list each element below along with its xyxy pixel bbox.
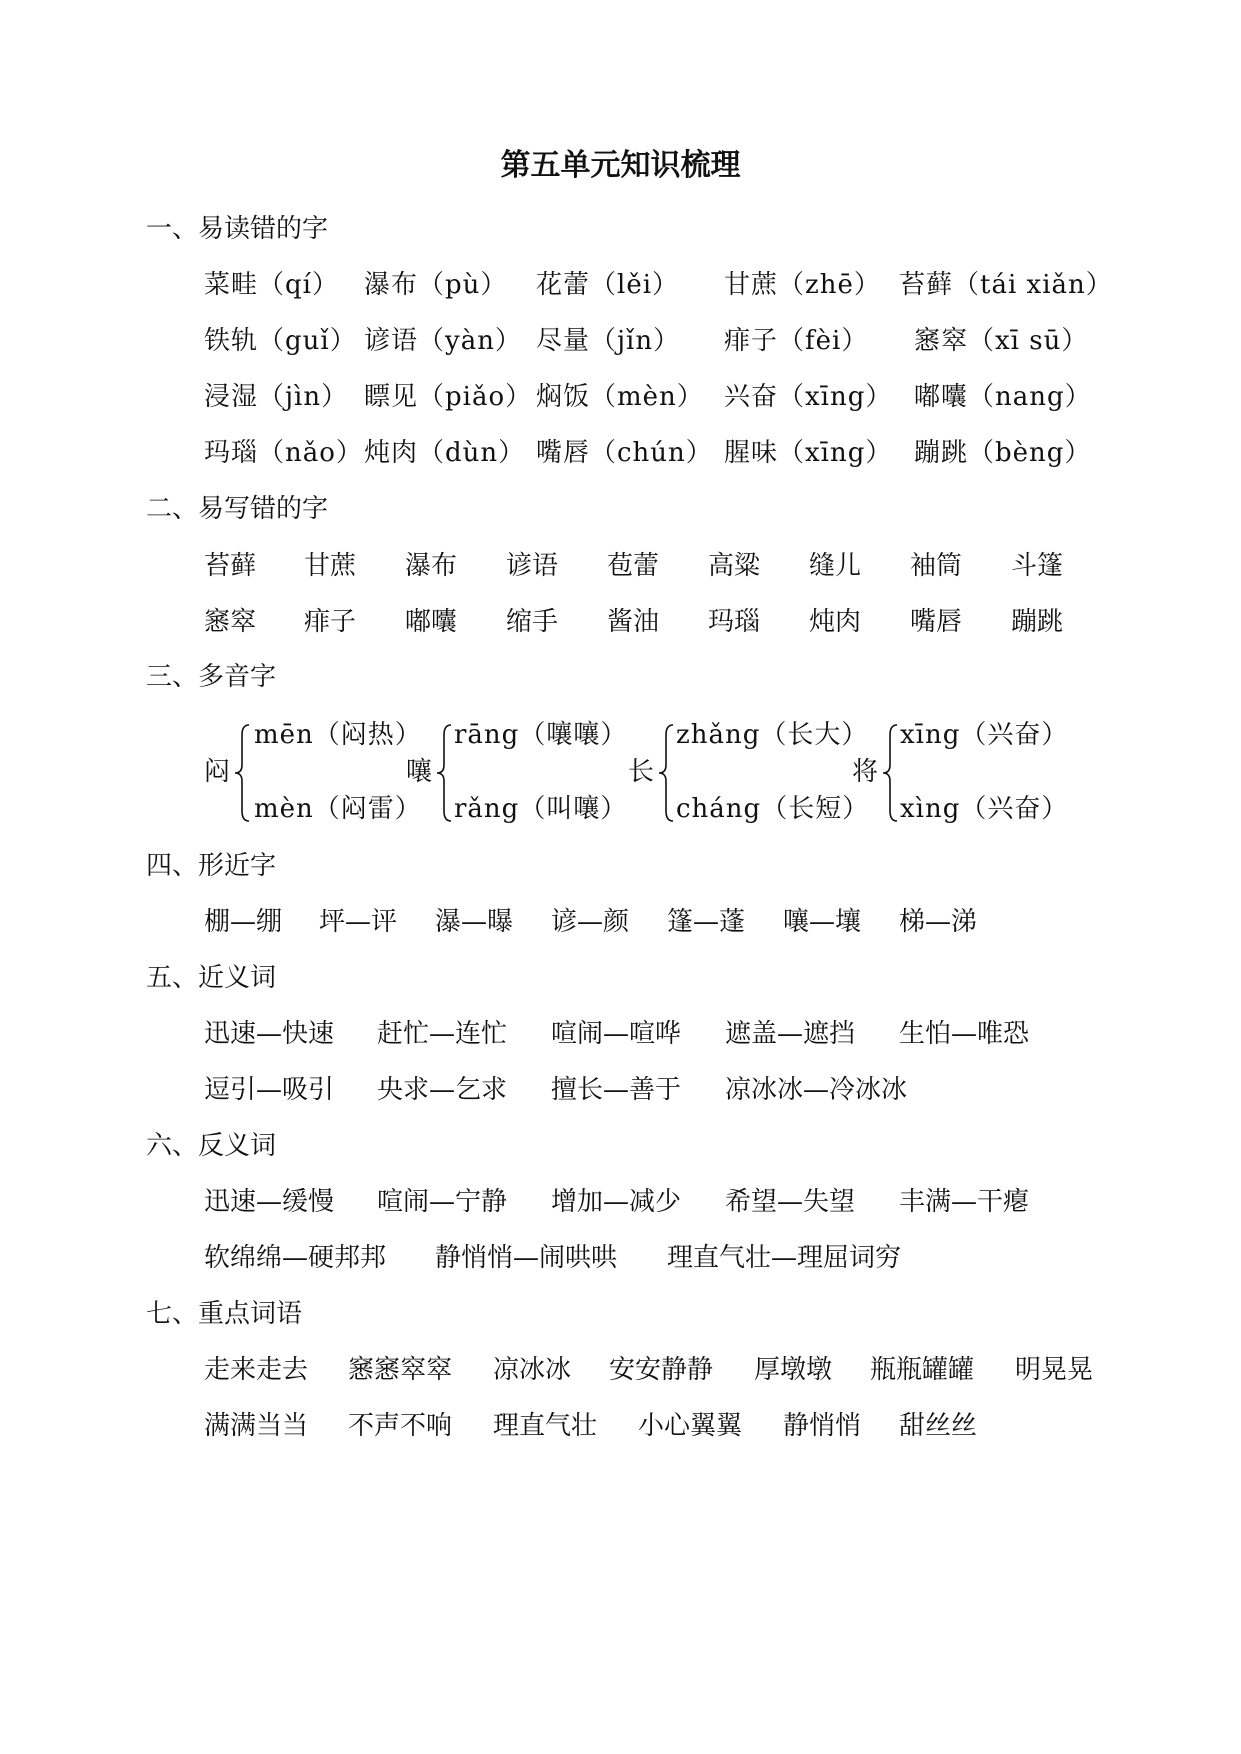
list-item: 窸窸窣窣: [348, 1355, 453, 1385]
list-item: 苔藓（tái xiǎn）: [899, 270, 1113, 300]
list-item: 嘴唇: [910, 607, 963, 637]
list-item: 静悄悄: [783, 1411, 862, 1441]
list-item: 静悄悄—闹哄哄: [435, 1243, 618, 1273]
list-item: 安安静静: [609, 1355, 714, 1385]
s1-row-2: [204, 324, 1204, 358]
list-item: 嘟囔（nang）: [914, 382, 1092, 412]
s4-row-1: [204, 905, 1204, 939]
list-item: 窸窣（xī sū）: [914, 326, 1089, 356]
list-item: 玛瑙（nǎo）: [204, 438, 363, 468]
section-heading-2: 二、易写错的字: [146, 494, 329, 524]
list-item: 喧闹—喧哗: [551, 1019, 682, 1049]
list-item: 谚语（yàn）: [364, 326, 522, 356]
brace-icon: [434, 723, 454, 823]
list-item: 迅速—快速: [204, 1019, 335, 1049]
list-item: 瀑布: [405, 551, 458, 581]
list-item: 丰满—干瘪: [899, 1187, 1030, 1217]
poly-reading: cháng（长短）: [676, 794, 870, 824]
poly-reading: mèn（闷雷）: [254, 794, 422, 824]
list-item: 赶忙—连忙: [377, 1019, 508, 1049]
list-item: 甘蔗（zhē）: [724, 270, 881, 300]
list-item: 瀑—曝: [435, 907, 514, 937]
list-item: 走来走去: [204, 1355, 309, 1385]
list-item: 嚷—壤: [783, 907, 862, 937]
list-item: 窸窣: [204, 607, 257, 637]
list-item: 不声不响: [348, 1411, 453, 1441]
list-item: 棚—绷: [204, 907, 283, 937]
list-item: 喧闹—宁静: [377, 1187, 508, 1217]
list-item: 痱子（fèi）: [724, 326, 869, 356]
list-item: 菜畦（qí）: [204, 270, 339, 300]
list-item: 厚墩墩: [754, 1355, 833, 1385]
list-item: 焖饭（mèn）: [536, 382, 704, 412]
section-heading-7: 七、重点词语: [146, 1299, 303, 1329]
poly-char-4: 将: [852, 757, 879, 787]
poly-reading: xīng（兴奋）: [900, 720, 1069, 750]
list-item: 嘴唇（chún）: [536, 438, 713, 468]
s6-row-2: [204, 1241, 1204, 1275]
list-item: 瞟见（piǎo）: [364, 382, 533, 412]
poly-reading: xìng（兴奋）: [900, 794, 1069, 824]
s5-row-1: [204, 1017, 1204, 1051]
list-item: 理直气壮: [493, 1411, 598, 1441]
list-item: 炖肉（dùn）: [364, 438, 526, 468]
list-item: 凉冰冰: [493, 1355, 572, 1385]
poly-char-2: 嚷: [406, 757, 433, 787]
list-item: 坪—评: [319, 907, 398, 937]
polyphonic-block: [0, 718, 1241, 828]
s2-row-1: [204, 549, 1204, 583]
s6-row-1: [204, 1185, 1204, 1219]
list-item: 擅长—善于: [551, 1075, 682, 1105]
list-item: 小心翼翼: [638, 1411, 743, 1441]
list-item: 遮盖—遮挡: [725, 1019, 856, 1049]
poly-reading: rāng（嚷嚷）: [454, 720, 628, 750]
list-item: 斗篷: [1011, 551, 1064, 581]
poly-char-3: 长: [628, 757, 655, 787]
list-item: 软绵绵—硬邦邦: [204, 1243, 387, 1273]
poly-char-1: 闷: [204, 757, 231, 787]
list-item: 嘟囔: [405, 607, 458, 637]
list-item: 炖肉: [809, 607, 862, 637]
s7-row-1: [204, 1353, 1204, 1387]
s7-row-2: [204, 1409, 1204, 1443]
list-item: 铁轨（guǐ）: [204, 326, 357, 356]
list-item: 腥味（xīng）: [724, 438, 893, 468]
list-item: 凉冰冰—冷冰冰: [725, 1075, 908, 1105]
section-heading-6: 六、反义词: [146, 1131, 277, 1161]
poly-reading: zhǎng（长大）: [676, 720, 869, 750]
list-item: 蹦跳（bèng）: [914, 438, 1092, 468]
list-item: 理直气壮—理屈词穷: [667, 1243, 902, 1273]
list-item: 增加—减少: [551, 1187, 682, 1217]
list-item: 梯—涕: [899, 907, 978, 937]
list-item: 缝儿: [809, 551, 862, 581]
section-heading-3: 三、多音字: [146, 662, 277, 692]
brace-icon: [880, 723, 900, 823]
list-item: 甘蔗: [304, 551, 357, 581]
list-item: 甜丝丝: [899, 1411, 978, 1441]
list-item: 袖筒: [910, 551, 963, 581]
list-item: 缩手: [506, 607, 559, 637]
list-item: 明晃晃: [1015, 1355, 1094, 1385]
list-item: 央求—乞求: [377, 1075, 508, 1105]
list-item: 谚—颜: [551, 907, 630, 937]
list-item: 瀑布（pù）: [364, 270, 508, 300]
poly-reading: mēn（闷热）: [254, 720, 422, 750]
list-item: 逗引—吸引: [204, 1075, 335, 1105]
list-item: 生怕—唯恐: [899, 1019, 1030, 1049]
section-heading-5: 五、近义词: [146, 963, 277, 993]
list-item: 酱油: [607, 607, 660, 637]
list-item: 高粱: [708, 551, 761, 581]
list-item: 谚语: [506, 551, 559, 581]
section-heading-1: 一、易读错的字: [146, 214, 329, 244]
list-item: 苞蕾: [607, 551, 660, 581]
list-item: 希望—失望: [725, 1187, 856, 1217]
list-item: 瓶瓶罐罐: [870, 1355, 975, 1385]
s1-row-1: [204, 268, 1204, 302]
list-item: 浸湿（jìn）: [204, 382, 349, 412]
list-item: 苔藓: [204, 551, 257, 581]
list-item: 花蕾（lěi）: [536, 270, 680, 300]
brace-icon: [232, 723, 252, 823]
s2-row-2: [204, 605, 1204, 639]
s1-row-3: [204, 380, 1204, 414]
list-item: 满满当当: [204, 1411, 309, 1441]
list-item: 兴奋（xīng）: [724, 382, 893, 412]
page-title: 第五单元知识梳理: [500, 148, 741, 183]
list-item: 迅速—缓慢: [204, 1187, 335, 1217]
list-item: 痱子: [304, 607, 357, 637]
list-item: 玛瑙: [708, 607, 761, 637]
list-item: 尽量（jǐn）: [536, 326, 681, 356]
list-item: 蹦跳: [1011, 607, 1064, 637]
section-heading-4: 四、形近字: [146, 851, 277, 881]
list-item: 篷—蓬: [667, 907, 746, 937]
s5-row-2: [204, 1073, 1204, 1107]
brace-icon: [656, 723, 676, 823]
s1-row-4: [204, 436, 1204, 470]
poly-reading: rǎng（叫嚷）: [454, 794, 628, 824]
